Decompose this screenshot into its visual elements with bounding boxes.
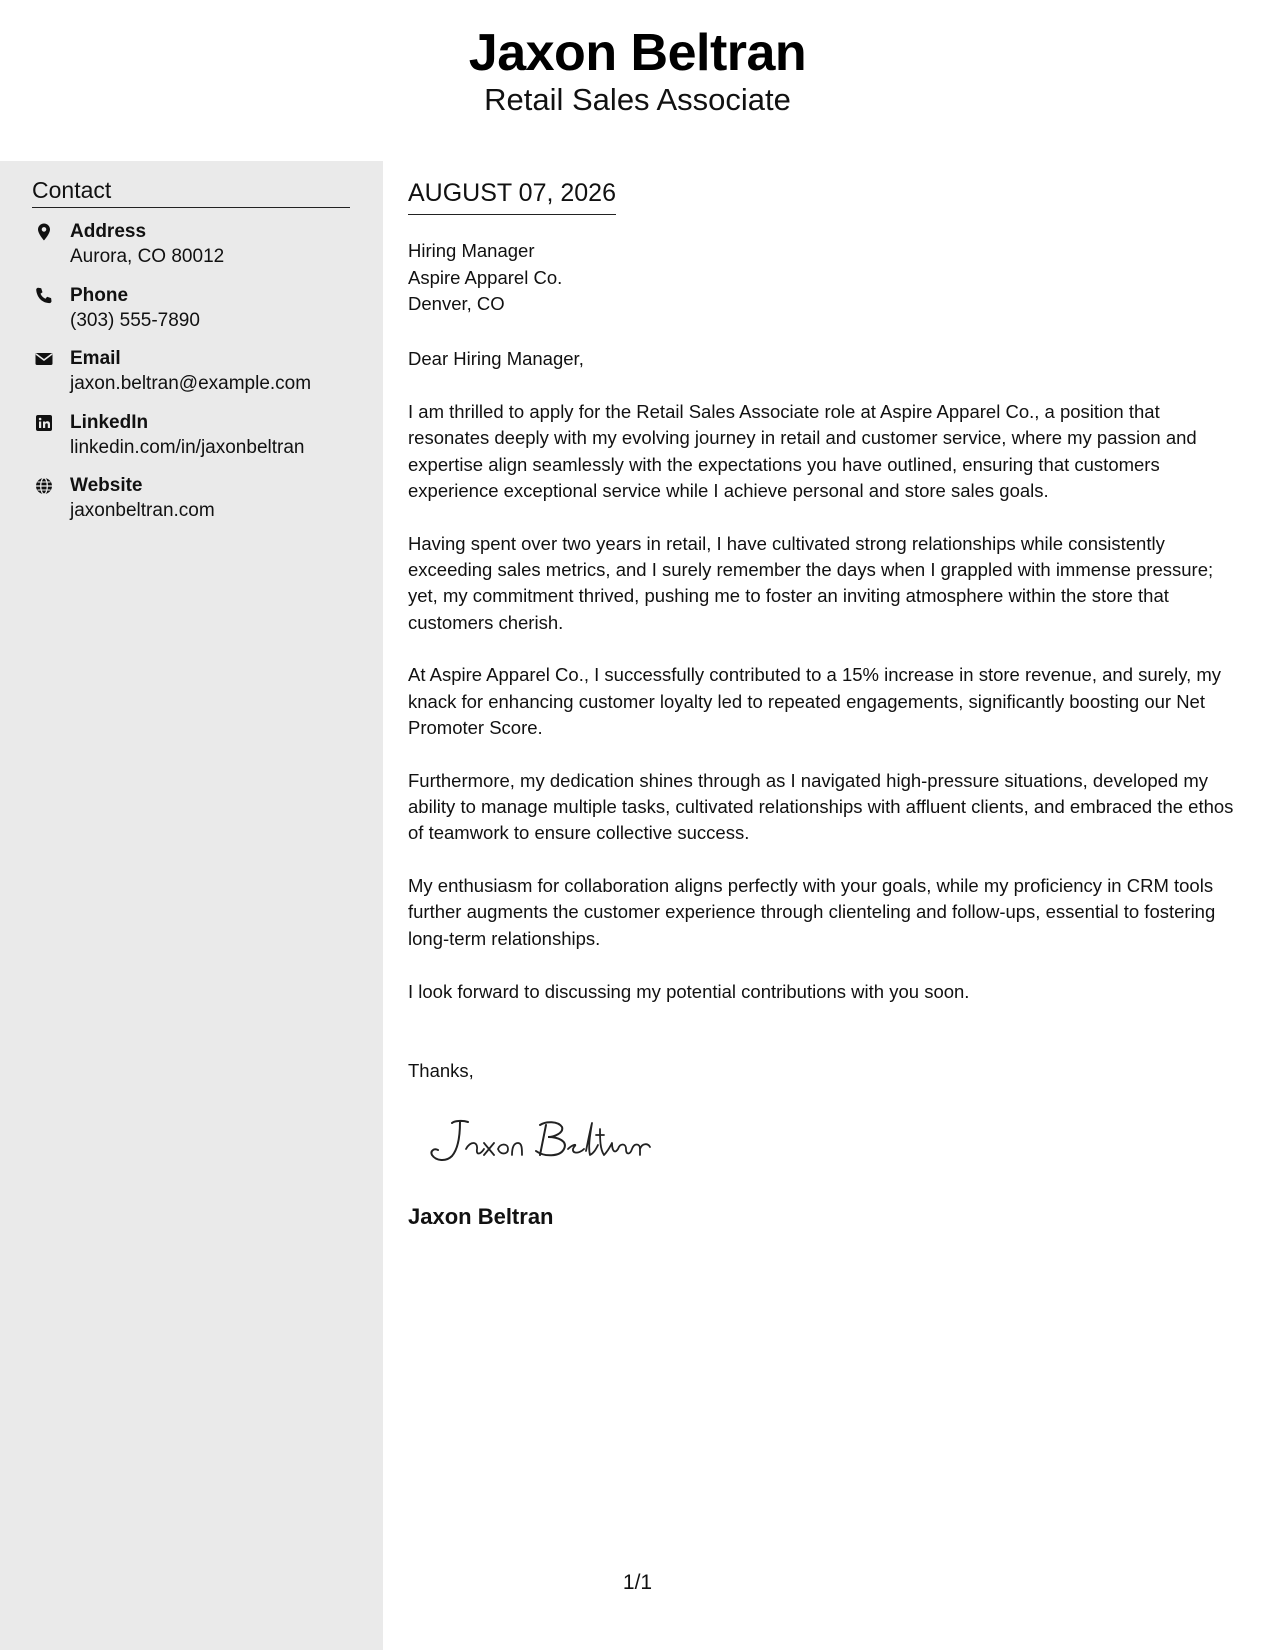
letter-header (0, 0, 1275, 161)
closing: Thanks, (408, 1060, 474, 1081)
linkedin-icon (34, 413, 54, 433)
envelope-icon (34, 349, 54, 369)
contact-sidebar (0, 161, 383, 1650)
contact-item-phone (32, 283, 372, 347)
contact-item-website (32, 473, 372, 537)
contact-item-email (32, 346, 372, 410)
page-number: 1/1 (622, 1571, 653, 1594)
contact-label: LinkedIn (70, 411, 149, 433)
contact-item-address (32, 219, 372, 283)
paragraph: I am thrilled to apply for the Retail Sales Associate role at Aspire Apparel Co., a position that resonates deeply with my evolving journey in retail and customer service, where my passion and expertise align seamlessly with the expectations you have outlined, ensuring that customers experience exceptional service while I achieve personal and store sales goals. (408, 401, 1197, 501)
salutation: Dear Hiring Manager, (408, 348, 584, 369)
globe-icon (34, 476, 54, 496)
email-value: jaxon.beltran@example.com (70, 373, 312, 394)
contact-list (32, 219, 372, 537)
paragraph: I look forward to discussing my potential contributions with you soon. (408, 980, 970, 1002)
recipient-line: Aspire Apparel Co. (408, 266, 563, 288)
contact-label: Website (70, 475, 143, 496)
recipient-block (408, 238, 562, 318)
recipient-line: Denver, CO (408, 293, 505, 314)
website-value: jaxonbeltran.com (70, 500, 215, 521)
contact-heading: Contact (32, 175, 350, 208)
map-pin-icon (34, 222, 54, 242)
linkedin-value: linkedin.com/in/jaxonbeltran (70, 436, 305, 458)
paragraph: Furthermore, my dedication shines through as I navigated high-pressure situations, developed my ability to manage multiple tasks, cultivated relationships with affluent clients, and embraced the ethos of teamwork to ensure collective success. (408, 769, 1234, 844)
contact-label: Email (70, 348, 121, 369)
paragraph: My enthusiasm for collaboration aligns perfectly with your goals, while my proficiency in CRM tools further augments the customer experience through clienteling and follow-ups, essential to fostering long-term relationships. (408, 875, 1216, 949)
recipient-line: Hiring Manager (408, 240, 535, 261)
phone-icon (34, 286, 54, 306)
contact-label: Phone (70, 284, 129, 306)
contact-label: Address (70, 221, 147, 242)
letter-paragraphs (408, 399, 1244, 1031)
phone-value: (303) 555-7890 (70, 309, 200, 331)
signer-name: Jaxon Beltran (408, 1204, 554, 1229)
letter-date: AUGUST 07, 2026 (408, 177, 616, 215)
paragraph: Having spent over two years in retail, I have cultivated strong relationships while consistently exceeding sales metrics, and I surely remember the days when I grappled with immense pressure; yet, my commitment thrived, pushing me to foster an inviting atmosphere within the store that customers cherish. (408, 532, 1214, 633)
job-title: Retail Sales Associate (484, 82, 791, 117)
address-value: Aurora, CO 80012 (70, 246, 225, 267)
applicant-name: Jaxon Beltran (468, 24, 807, 82)
handwritten-signature (422, 1111, 662, 1171)
contact-item-linkedin (32, 410, 372, 474)
paragraph: At Aspire Apparel Co., I successfully contributed to a 15% increase in store revenue, and surely, my knack for enhancing customer loyalty led to repeated engagements, significantly boosting our Net Promoter Score. (408, 664, 1222, 738)
